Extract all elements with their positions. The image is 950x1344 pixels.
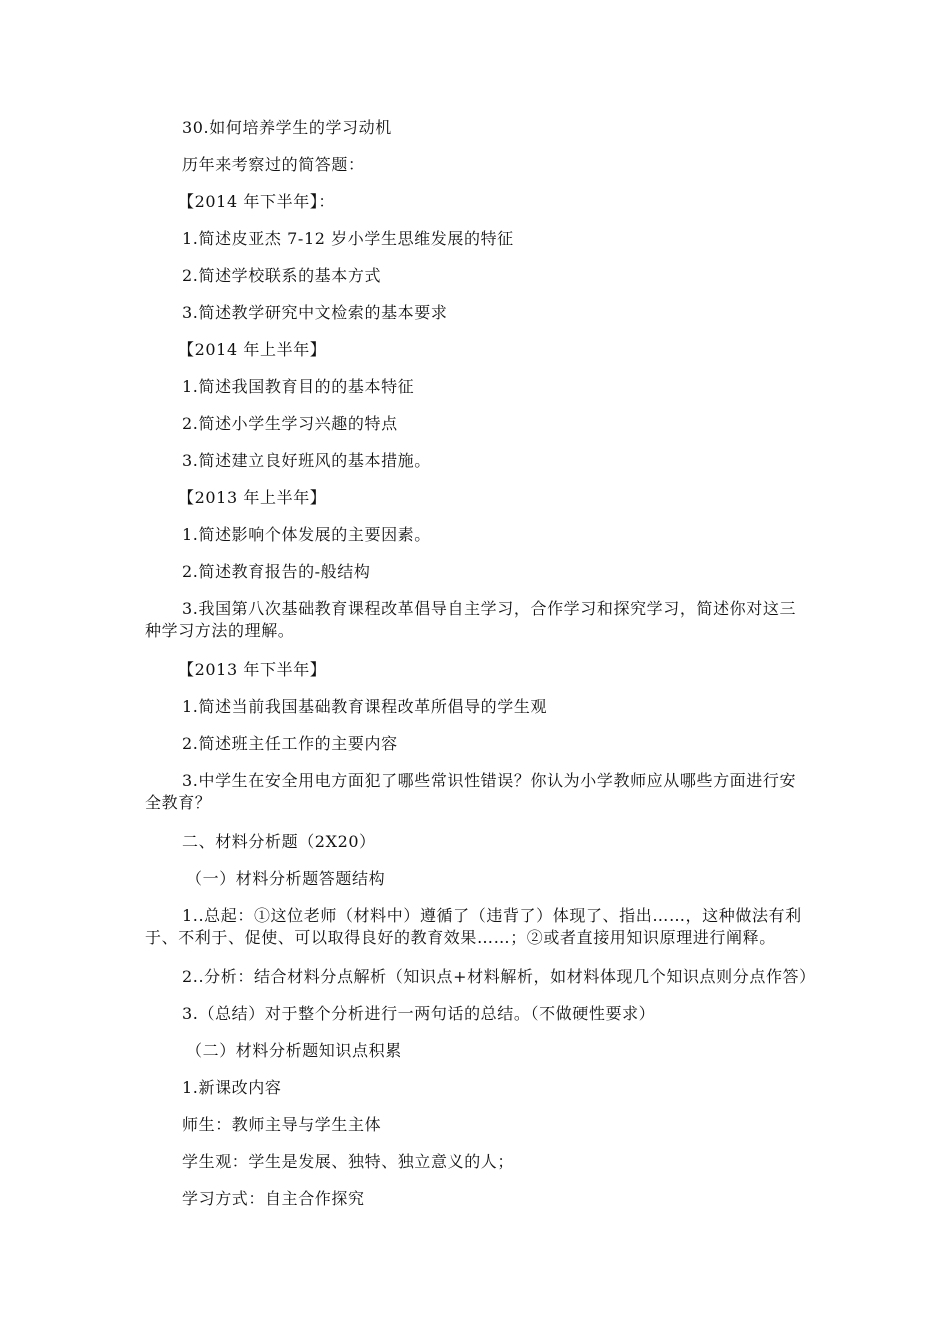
- item-30-heading: 30.如何培养学生的学习动机: [182, 118, 392, 137]
- question-2013b-3: 3.中学生在安全用电方面犯了哪些常识性错误？你认为小学教师应从哪些方面进行安全教育？: [145, 771, 797, 812]
- question-2014a-3: 3.简述建立良好班风的基本措施。: [182, 451, 431, 470]
- question-2014b-2: 2.简述学校联系的基本方式: [182, 266, 382, 285]
- question-2014a-1: 1.简述我国教育目的的基本特征: [182, 377, 415, 396]
- question-2014a-2: 2.简述小学生学习兴趣的特点: [182, 414, 398, 433]
- knowledge-item-1: 1.新课改内容: [182, 1078, 282, 1097]
- section-heading-material-analysis: 二、材料分析题（2X20）: [182, 832, 376, 851]
- question-2013a-1: 1.简述影响个体发展的主要因素。: [182, 525, 431, 544]
- knowledge-student-view: 学生观：学生是发展、独特、独立意义的人；: [182, 1152, 515, 1171]
- question-2014b-1: 1.简述皮亚杰 7-12 岁小学生思维发展的特征: [182, 229, 514, 248]
- question-2013a-3: 3.我国第八次基础教育课程改革倡导自主学习，合作学习和探究学习，简述你对这三种学习方法的理解。: [145, 599, 797, 640]
- year-heading-2013-first-half: 【2013 年上半年】: [178, 488, 327, 507]
- knowledge-learning-method: 学习方式：自主合作探究: [182, 1189, 365, 1208]
- year-heading-2014-first-half: 【2014 年上半年】: [178, 340, 327, 359]
- year-heading-2013-second-half: 【2013 年下半年】: [178, 660, 327, 679]
- year-heading-2014-second-half: 【2014 年下半年】：: [178, 192, 336, 211]
- subheading-answer-structure: （一）材料分析题答题结构: [186, 869, 386, 888]
- question-2013b-2: 2.简述班主任工作的主要内容: [182, 734, 398, 753]
- structure-step-2: 2..分析：结合材料分点解析（知识点+材料解析，如材料体现几个知识点则分点作答）: [182, 967, 816, 986]
- subheading-knowledge-points: （二）材料分析题知识点积累: [186, 1041, 402, 1060]
- question-2013b-1: 1.简述当前我国基础教育课程改革所倡导的学生观: [182, 697, 548, 716]
- structure-step-3: 3.（总结）对于整个分析进行一两句话的总结。（不做硬性要求）: [182, 1004, 656, 1023]
- section-intro: 历年来考察过的简答题：: [182, 155, 365, 174]
- knowledge-teacher-student: 师生：教师主导与学生主体: [182, 1115, 382, 1134]
- question-2014b-3: 3.简述教学研究中文检索的基本要求: [182, 303, 448, 322]
- structure-step-1: 1..总起：①这位老师（材料中）遵循了（违背了）体现了、指出……，这种做法有利于、不利于、促使、可以取得良好的教育效果……；②或者直接用知识原理进行阐释。: [145, 906, 802, 947]
- question-2013a-2: 2.简述教育报告的-般结构: [182, 562, 371, 581]
